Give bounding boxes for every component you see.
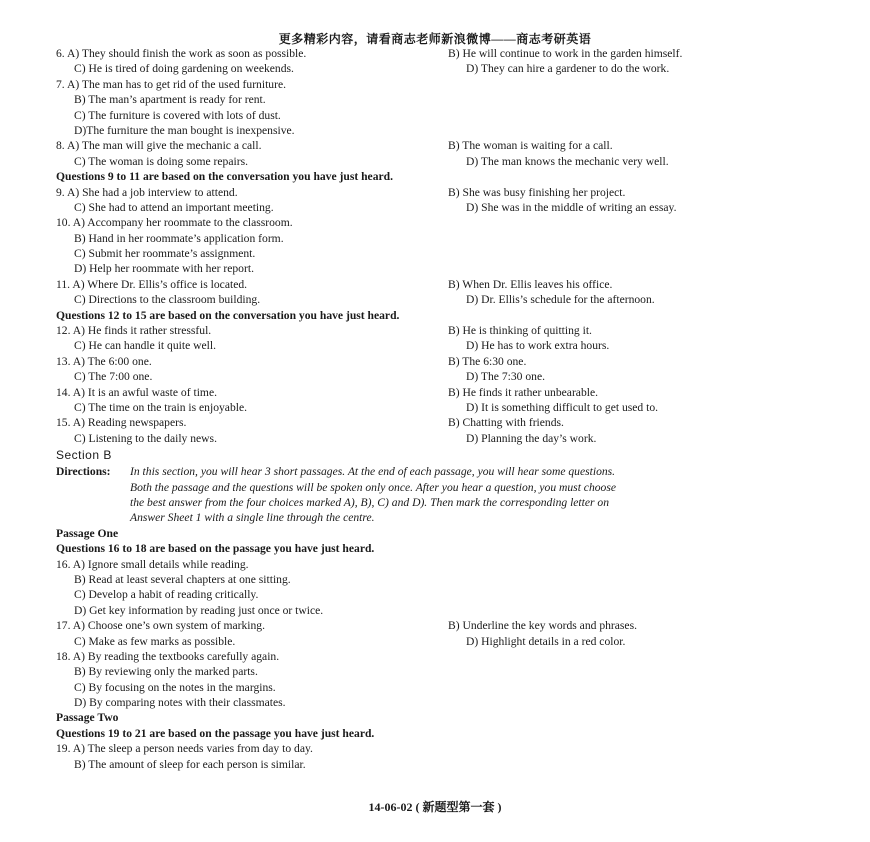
question-option-row — [56, 649, 836, 664]
option-text: D) Planning the day’s work. — [466, 431, 597, 445]
question-option-row — [56, 572, 836, 587]
question-group-heading: Passage One — [56, 526, 119, 540]
question-option-row — [56, 431, 836, 446]
question-option-row — [56, 61, 836, 76]
question-option-row — [56, 138, 836, 153]
option-text: D) The man knows the mechanic very well. — [466, 154, 669, 168]
option-text: 10. A) Accompany her roommate to the classroom. — [56, 216, 293, 230]
option-text: C) The time on the train is enjoyable. — [74, 400, 248, 414]
option-text: 15. A) Reading newspapers. — [56, 416, 187, 430]
option-text: 9. A) She had a job interview to attend. — [56, 185, 238, 199]
option-text: 12. A) He finds it rather stressful. — [56, 324, 212, 338]
question-option-row — [56, 323, 836, 338]
directions-text — [130, 464, 836, 526]
option-text: D)The furniture the man bought is inexpensive. — [74, 123, 295, 137]
option-text: D) They can hire a gardener to do the work. — [466, 62, 670, 76]
question-option-row — [56, 77, 836, 92]
question-option-row — [56, 354, 836, 369]
question-group-heading: Questions 19 to 21 are based on the passage you have just heard. — [56, 726, 375, 740]
option-text: B) He is thinking of quitting it. — [448, 324, 592, 338]
option-text: 8. A) The man will give the mechanic a call. — [56, 139, 262, 153]
question-option-row — [56, 231, 836, 246]
option-text: B) The woman is waiting for a call. — [448, 139, 613, 153]
page-content — [56, 46, 836, 772]
option-text: D) Dr. Ellis’s schedule for the afternoon. — [466, 293, 655, 307]
section-a-questions — [56, 46, 836, 446]
section-b-questions — [56, 526, 836, 772]
question-group-heading: Questions 16 to 18 are based on the passage you have just heard. — [56, 542, 375, 556]
question-option-row — [56, 385, 836, 400]
directions-line: Answer Sheet 1 with a single line through the centre. — [130, 511, 375, 525]
option-text: C) Directions to the classroom building. — [74, 293, 261, 307]
question-option-row — [56, 92, 836, 107]
option-text: B) She was busy finishing her project. — [448, 185, 626, 199]
question-option-row — [56, 200, 836, 215]
question-option-row — [56, 46, 836, 61]
directions-line: Both the passage and the questions will be spoken only once. After you hear a question, you must choose — [130, 480, 617, 494]
option-text: B) The man’s apartment is ready for rent. — [74, 93, 266, 107]
question-group-heading: Questions 12 to 15 are based on the conversation you have just heard. — [56, 308, 400, 322]
option-text: B) Chatting with friends. — [448, 416, 564, 430]
option-text: 18. A) By reading the textbooks carefully again. — [56, 649, 280, 663]
option-text: C) By focusing on the notes in the margins. — [74, 680, 276, 694]
question-option-row — [56, 695, 836, 710]
question-option-row — [56, 277, 836, 292]
directions-label: Directions: — [56, 465, 111, 479]
question-option-row — [56, 557, 836, 572]
option-text: B) Read at least several chapters at one sitting. — [74, 572, 291, 586]
question-option-row — [56, 338, 836, 353]
question-option-row — [56, 680, 836, 695]
question-group-heading: Passage Two — [56, 711, 119, 725]
option-text: 6. A) They should finish the work as soon as possible. — [56, 47, 307, 60]
option-text: B) Underline the key words and phrases. — [448, 619, 637, 633]
option-text: 16. A) Ignore small details while reading. — [56, 557, 249, 571]
question-option-row — [56, 261, 836, 276]
option-text: C) He can handle it quite well. — [74, 339, 216, 353]
option-text: C) The woman is doing some repairs. — [74, 154, 248, 168]
question-option-row — [56, 185, 836, 200]
option-text: B) He finds it rather unbearable. — [448, 385, 599, 399]
question-option-row — [56, 123, 836, 138]
section-b-title: Section B — [56, 448, 112, 463]
option-text: C) Submit her roommate’s assignment. — [74, 247, 256, 261]
question-option-row — [56, 587, 836, 602]
option-text: C) The 7:00 one. — [74, 370, 153, 384]
question-option-row — [56, 634, 836, 649]
option-text: B) By reviewing only the marked parts. — [74, 665, 258, 679]
page-header: 更多精彩内容，请看商志老师新浪微博——商志考研英语 — [278, 32, 592, 46]
question-option-row — [56, 154, 836, 169]
option-text: C) The furniture is covered with lots of dust. — [74, 108, 281, 122]
option-text: 11. A) Where Dr. Ellis’s office is located. — [56, 277, 248, 291]
question-option-row — [56, 292, 836, 307]
question-option-row — [56, 618, 836, 633]
option-text: B) Hand in her roommate’s application form. — [74, 231, 284, 245]
question-option-row — [56, 741, 836, 756]
directions-line: the best answer from the four choices marked A), B), C) and D). Then mark the corresponding letter on — [130, 495, 610, 509]
directions-block — [56, 464, 836, 526]
question-option-row — [56, 664, 836, 679]
option-text: 19. A) The sleep a person needs varies from day to day. — [56, 742, 313, 756]
option-text: B) The 6:30 one. — [448, 354, 527, 368]
option-text: C) He is tired of doing gardening on weekends. — [74, 62, 294, 76]
option-text: C) Make as few marks as possible. — [74, 634, 236, 648]
page-footer: 14-06-02 ( 新题型第一套 ) — [368, 800, 502, 814]
option-text: 17. A) Choose one’s own system of marking. — [56, 619, 265, 633]
option-text: C) Listening to the daily news. — [74, 431, 217, 445]
option-text: B) The amount of sleep for each person is similar. — [74, 757, 306, 771]
question-option-row — [56, 215, 836, 230]
directions-line: In this section, you will hear 3 short passages. At the end of each passage, you will hear some questions. — [130, 465, 616, 479]
question-option-row — [56, 369, 836, 384]
option-text: D) She was in the middle of writing an essay. — [466, 200, 677, 214]
option-text: C) She had to attend an important meeting. — [74, 200, 274, 214]
option-text: D) The 7:30 one. — [466, 370, 545, 384]
option-text: 7. A) The man has to get rid of the used furniture. — [56, 77, 286, 91]
question-option-row — [56, 603, 836, 618]
option-text: D) It is something difficult to get used to. — [466, 400, 659, 414]
option-text: D) He has to work extra hours. — [466, 339, 610, 353]
option-text: D) Get key information by reading just once or twice. — [74, 603, 324, 617]
question-option-row — [56, 757, 836, 772]
question-option-row — [56, 246, 836, 261]
option-text: D) Highlight details in a red color. — [466, 634, 626, 648]
question-option-row — [56, 415, 836, 430]
question-group-heading: Questions 9 to 11 are based on the conversation you have just heard. — [56, 170, 393, 184]
option-text: D) By comparing notes with their classmates. — [74, 696, 286, 710]
option-text: D) Help her roommate with her report. — [74, 262, 254, 276]
question-option-row — [56, 400, 836, 415]
option-text: 14. A) It is an awful waste of time. — [56, 385, 217, 399]
question-option-row — [56, 108, 836, 123]
option-text: 13. A) The 6:00 one. — [56, 354, 152, 368]
option-text: C) Develop a habit of reading critically. — [74, 588, 259, 602]
option-text: B) When Dr. Ellis leaves his office. — [448, 277, 613, 291]
option-text: B) He will continue to work in the garden himself. — [448, 47, 683, 60]
